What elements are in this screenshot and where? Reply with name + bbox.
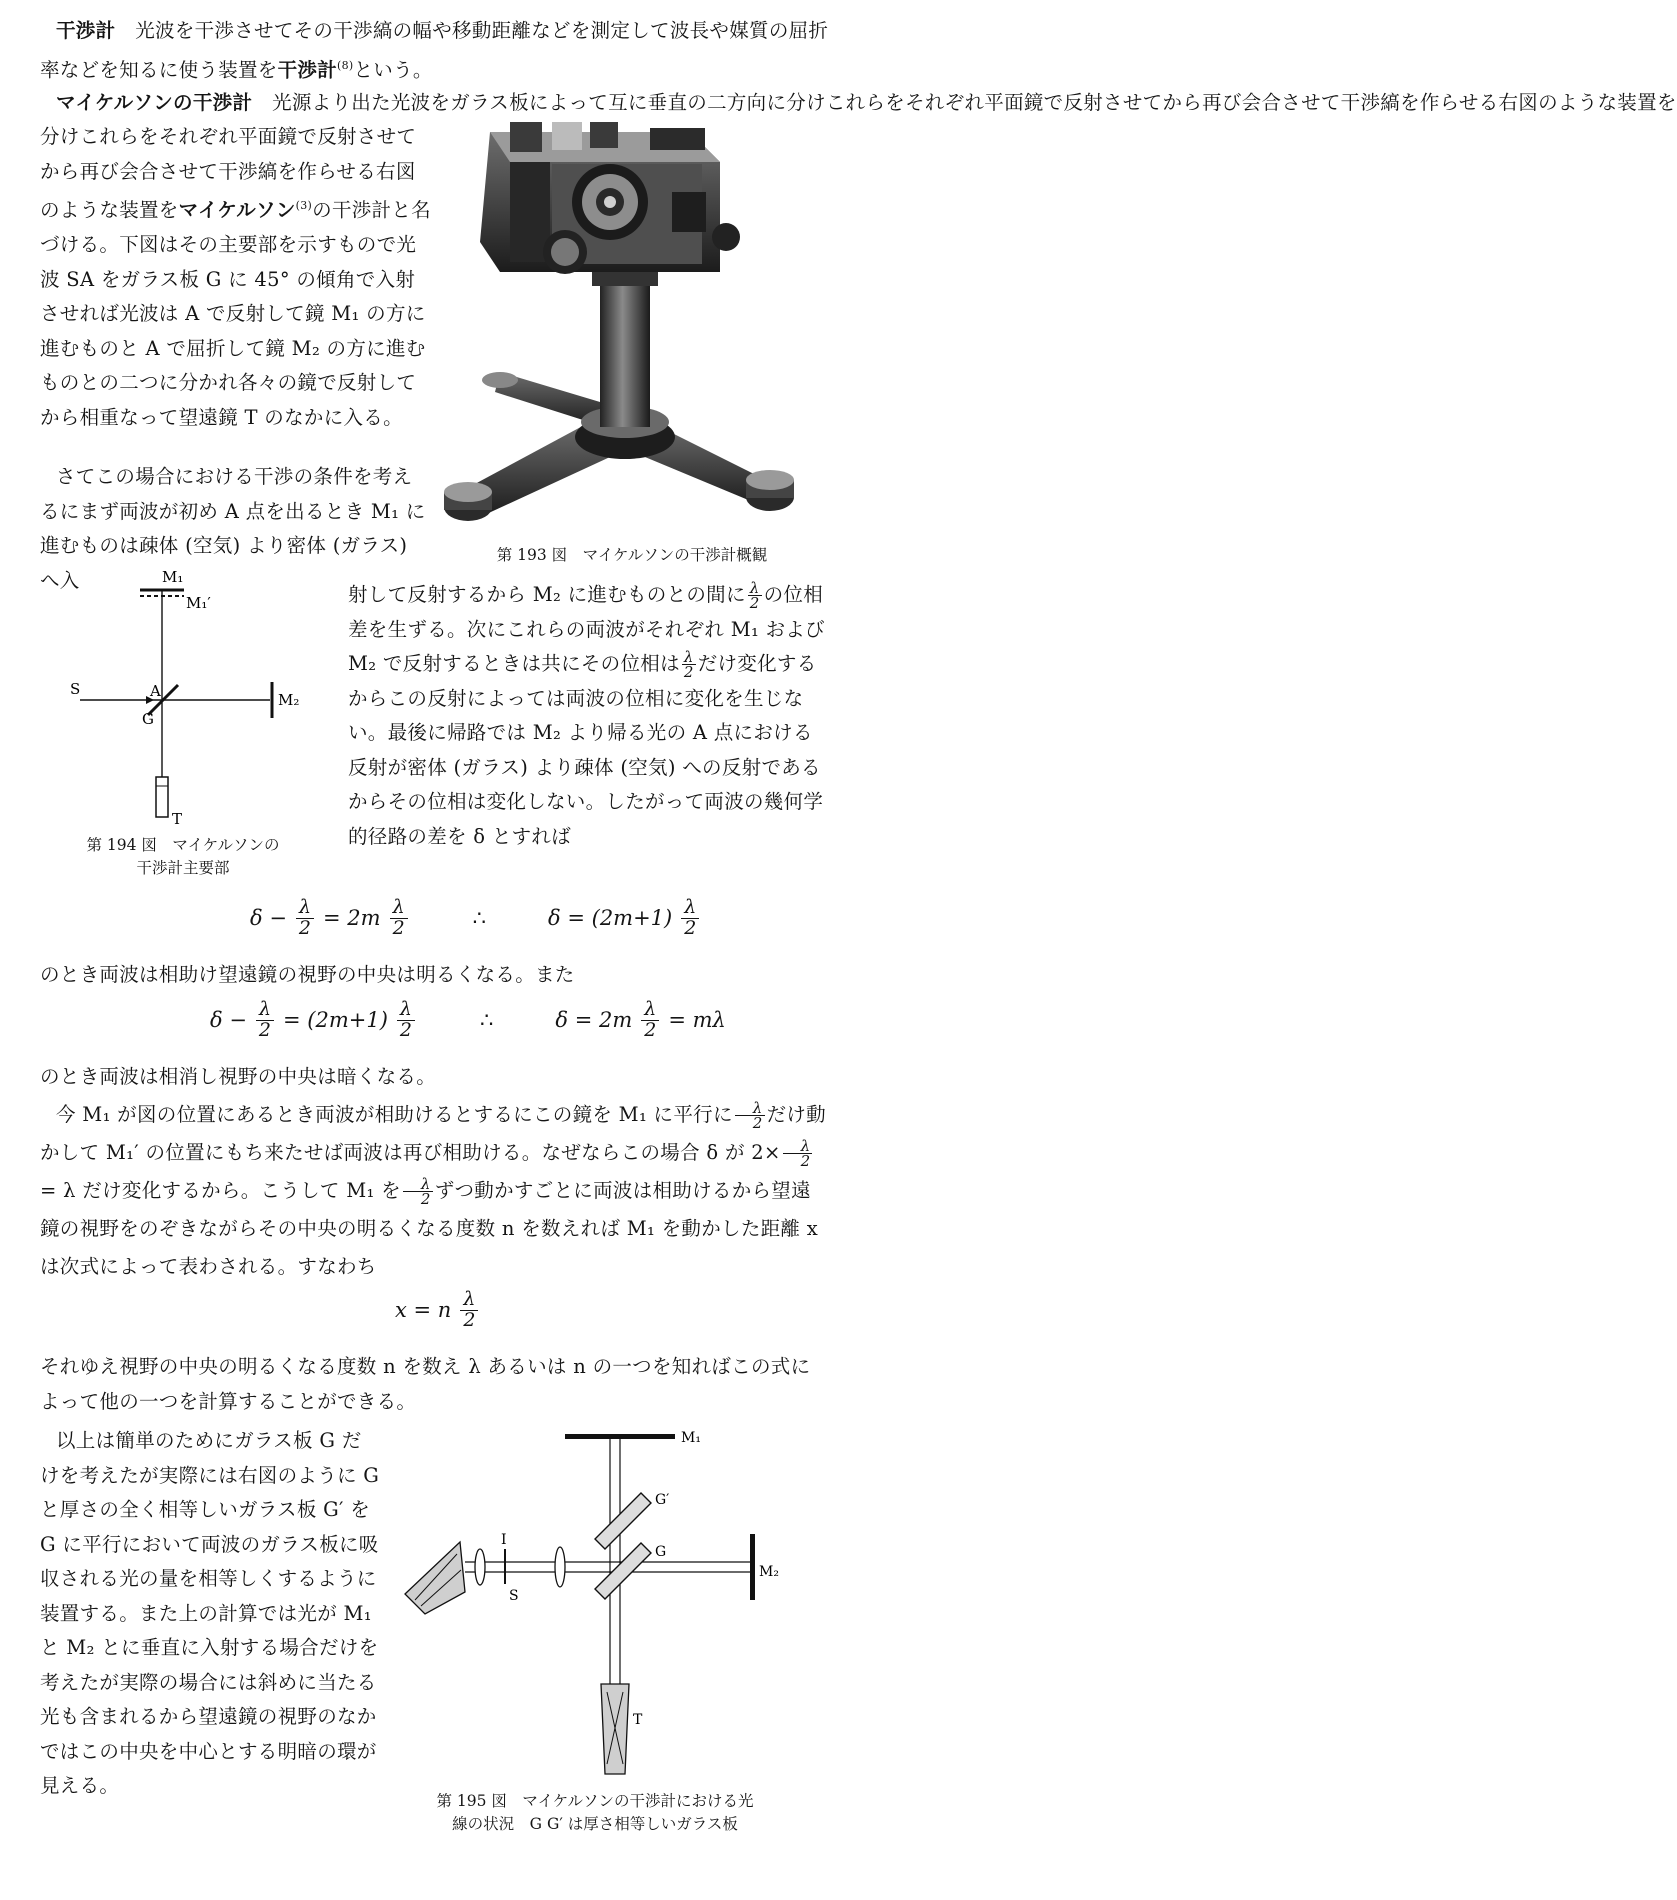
michelson-paragraph: 分けこれらをそれぞれ平面鏡で反射させてから再び会合させて干渉縞を作らせる右図のような装置をマイケルソン$^{(3)}$の干渉計と名づける。下図はその主要部を示すもので光波 SA をガラス板 G に 45° の傾角で入射させれば光波は A で反射して鏡 M₁ の方に進むものと A で屈折して鏡 M₂ の方に進むものとの二つに分かれ各々の鏡で反射してから相重なって望遠鏡 T のなかに入る。 — [40, 125, 431, 429]
fig195-label-m1: M₁ — [681, 1430, 701, 1446]
condition-paragraph-start: さてこの場合における干渉の条件を考えるにまず両波が初め A 点を出るとき M₁ に進むものは疎体 (空気) より密体 (ガラス) へ入 — [40, 465, 426, 592]
fig195-mirror-m2 — [750, 1534, 755, 1600]
term-interferometer: 干渉計 — [56, 19, 116, 42]
michelson-text-lead: 分けこれらをそれぞれ平面鏡で反射させてから再び会合させて干渉縞を作らせる右図のような装置を — [40, 125, 417, 222]
formula-distance: x = n $\frac{\lambda}{2}$ — [395, 1290, 481, 1331]
constructive-sentence: のとき両波は相助け望遠鏡の視野の中央は明るくなる。また — [40, 963, 575, 986]
fig195-plate-g — [595, 1543, 651, 1599]
michelson-paragraph-first-line: マイケルソンの干渉計 光源より出た光波をガラス板によって互に垂直の二方向に分けこれらをそれぞれ平面鏡で反射させてから再び会合させて干渉縞を作らせる右図のような装置を — [56, 91, 1677, 114]
fig195-caption: 第 195 図 マイケルソンの干渉計における光 線の状況 G G′ は厚さ相等しいガラス板 — [436, 1792, 754, 1833]
fig195-label-g-prime: G′ — [655, 1492, 670, 1508]
fig195-lens-2 — [555, 1547, 565, 1587]
label-a: A — [150, 682, 161, 700]
fig195-label-t: T — [633, 1712, 643, 1728]
label-m2: M₂ — [278, 691, 300, 709]
telescope-t — [156, 777, 168, 817]
fig194-caption: 第 194 図 マイケルソンの 干渉計主要部 — [86, 836, 280, 877]
formula-constructive: δ − $\frac{\lambda}{2}$ = 2m $\frac{\lambda}{2}$ ∴ δ = (2m+1) $\frac{\lambda}{2}$ — [250, 898, 702, 939]
destructive-sentence: のとき両波は相消し視野の中央は暗くなる。 — [40, 1065, 437, 1088]
fig195-mirror-m1 — [565, 1434, 675, 1439]
condition-paragraph-continued: 射して反射するから M₂ に進むものとの間に $\frac{\lambda}{2}$ の位相差を生ずる。次にこれらの両波がそれぞれ M₁ および M₂ で反射するときは共にその位相は $\frac{\lambda}{2}$ だけ変化するからこの反射によっては両波の位相に変化を生じない。最後に帰路では M₂ より帰る光の A 点における反射が密体 (ガラス) より疎体 (空気) への反射であるからその位相は変化しない。したがって両波の幾何学的径路の差を δ とすれば — [348, 578, 825, 848]
fig195-light-path-diagram — [405, 1424, 785, 1784]
label-g: G — [142, 710, 154, 728]
mirror-movement-paragraph: 今 M₁ が図の位置にあるとき両波が相助けるとするにこの鏡を M₁ に平行に $\frac{\lambda}{2}$ だけ動かして M₁′ の位置にもち来たせば両波は再び相助ける。なぜならこの場合 δ が 2× $\frac{\lambda}{2}$ = λ だけ変化するから。こうして M₁ を $\frac{\lambda}{2}$ ずつ動かすごとに両波は相助けるから望遠鏡の視野をのぞきながらその中央の明るくなる度数 n を数えれば M₁ を動かした距離 x は次式によって表わされる。すなわち — [40, 1098, 826, 1278]
fig195-label-i: I — [501, 1532, 507, 1548]
fig193-caption: 第 193 図 マイケルソンの干渉計概観 — [496, 546, 768, 564]
compensator-paragraph: 以上は簡単のためにガラス板 G だけを考えたが実際には右図のように G と厚さの全く相等しいガラス板 G′ を G に平行において両波のガラス板に吸収される光の量を相等しくするように装置する。また上の計算では光が M₁ と M₂ とに垂直に入射する場合だけを考えたが実際の場合には斜めに当たる光も含まれるから望遠鏡の視野のなかではこの中央を中心とする明暗の環が見える。 — [40, 1429, 380, 1797]
label-m1-prime: M₁′ — [186, 594, 211, 612]
label-m1: M₁ — [162, 568, 184, 586]
fig195-lens-1 — [475, 1549, 485, 1585]
counting-paragraph: それゆえ視野の中央の明るくなる度数 n を数え λ あるいは n の一つを知ればこの式によって他の一つを計算することができる。 — [40, 1355, 811, 1413]
intro-paragraph: 干渉計 光波を干渉させてその干渉縞の幅や移動距離などを測定して波長や媒質の屈折率などを知るに使う装置を干渉計$^{(8)}$という。 — [40, 19, 829, 81]
fig195-label-s: S — [509, 1588, 519, 1604]
fig193-interferometer-illustration — [440, 122, 820, 542]
michelson-heading: マイケルソンの干渉計 — [56, 91, 253, 114]
fig195-label-m2: M₂ — [759, 1564, 779, 1580]
fig195-plate-g-prime — [595, 1493, 651, 1549]
fig194-schematic-diagram — [60, 568, 300, 832]
fig195-label-g: G — [655, 1544, 667, 1560]
label-s: S — [70, 680, 81, 698]
formula-destructive: δ − $\frac{\lambda}{2}$ = (2m+1) $\frac{\lambda}{2}$ ∴ δ = 2m $\frac{\lambda}{2}$ = mλ — [210, 998, 726, 1041]
label-t: T — [172, 810, 183, 828]
